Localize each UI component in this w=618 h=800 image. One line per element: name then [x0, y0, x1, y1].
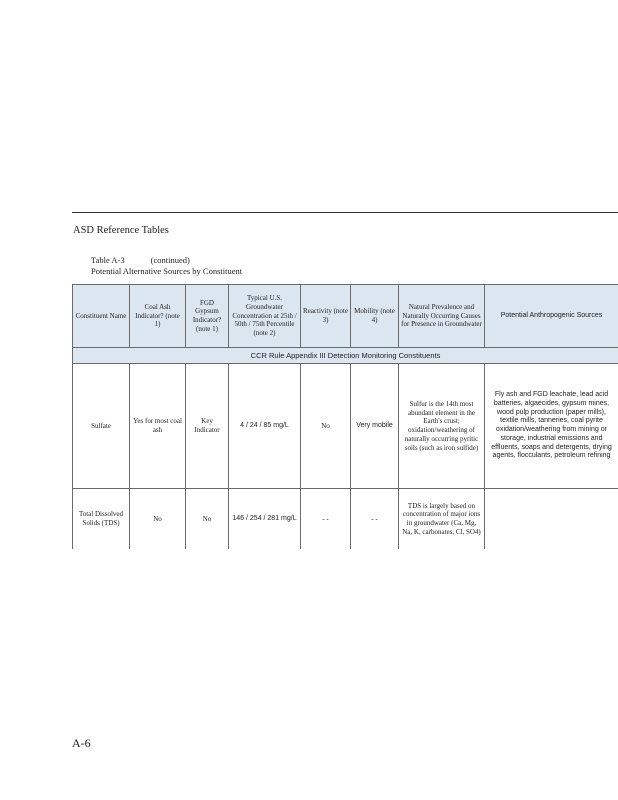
- column-header-coal-ash: Coal Ash Indicator? (note 1): [130, 285, 186, 348]
- table-header-row: [73, 285, 618, 348]
- table-continued: (continued): [150, 255, 190, 265]
- cell-concentration: 146 / 254 / 281 mg/L: [229, 489, 301, 550]
- cell-natural-prevalence: TDS is largely based on concentration of major ions in groundwater (Ca, Mg, Na, K, carbonates, Cl, SO4): [399, 489, 485, 550]
- page-number: A-6: [72, 736, 91, 750]
- table-row: [73, 489, 618, 550]
- cell-constituent-name: Total Dissolved Solids (TDS): [73, 489, 130, 550]
- cell-mobility: - -: [351, 489, 399, 550]
- column-header-anthropogenic: Potential Anthropogenic Sources: [485, 285, 618, 348]
- header-rule: [72, 212, 618, 213]
- cell-mobility: Very mobile: [351, 364, 399, 489]
- table-caption: [91, 255, 190, 265]
- column-header-concentration: Typical U.S. Groundwater Concentration at 25th / 50th / 75th Percentile (note 2): [229, 285, 301, 348]
- column-header-mobility: Mobility (note 4): [351, 285, 399, 348]
- cell-natural-prevalence: Sulfur is the 14th most abundant element in the Earth's crust; oxidation/weathering of naturally occurring pyritic soils (such as iron sulfide): [399, 364, 485, 489]
- section-band-label: CCR Rule Appendix III Detection Monitoring Constituents: [73, 348, 618, 364]
- column-header-fgd-gypsum: FGD Gypsum Indicator? (note 1): [186, 285, 229, 348]
- section-title: ASD Reference Tables: [73, 225, 169, 236]
- cell-coal-ash: No: [130, 489, 186, 550]
- column-header-natural-prevalence: Natural Prevalence and Naturally Occurring Causes for Presence in Groundwater: [399, 285, 485, 348]
- cell-anthropogenic: [485, 489, 618, 550]
- cell-fgd-gypsum: No: [186, 489, 229, 550]
- constituent-table: [72, 284, 618, 549]
- table-section-band: [73, 348, 618, 364]
- cell-concentration: 4 / 24 / 85 mg/L: [229, 364, 301, 489]
- cell-coal-ash: Yes for most coal ash: [130, 364, 186, 489]
- table-title: Potential Alternative Sources by Constituent: [91, 266, 243, 276]
- column-header-reactivity: Reactivity (note 3): [301, 285, 351, 348]
- cell-reactivity: No: [301, 364, 351, 489]
- table-row: [73, 364, 618, 489]
- table-label: Table A-3: [91, 255, 125, 265]
- column-header-constituent: Constituent Name: [73, 285, 130, 348]
- cell-reactivity: - -: [301, 489, 351, 550]
- cell-anthropogenic: Fly ash and FGD leachate, lead acid batteries, algaecides, gypsum mines, wood pulp production (paper mills), textile mills, tanneries, coal pyrite oxidation/weathering from mining or storage, industrial emissions and effluents, soaps and detergents, drying agents, flocculants, petroleum refining: [485, 364, 618, 489]
- cell-constituent-name: Sulfate: [73, 364, 130, 489]
- cell-fgd-gypsum: Key Indicator: [186, 364, 229, 489]
